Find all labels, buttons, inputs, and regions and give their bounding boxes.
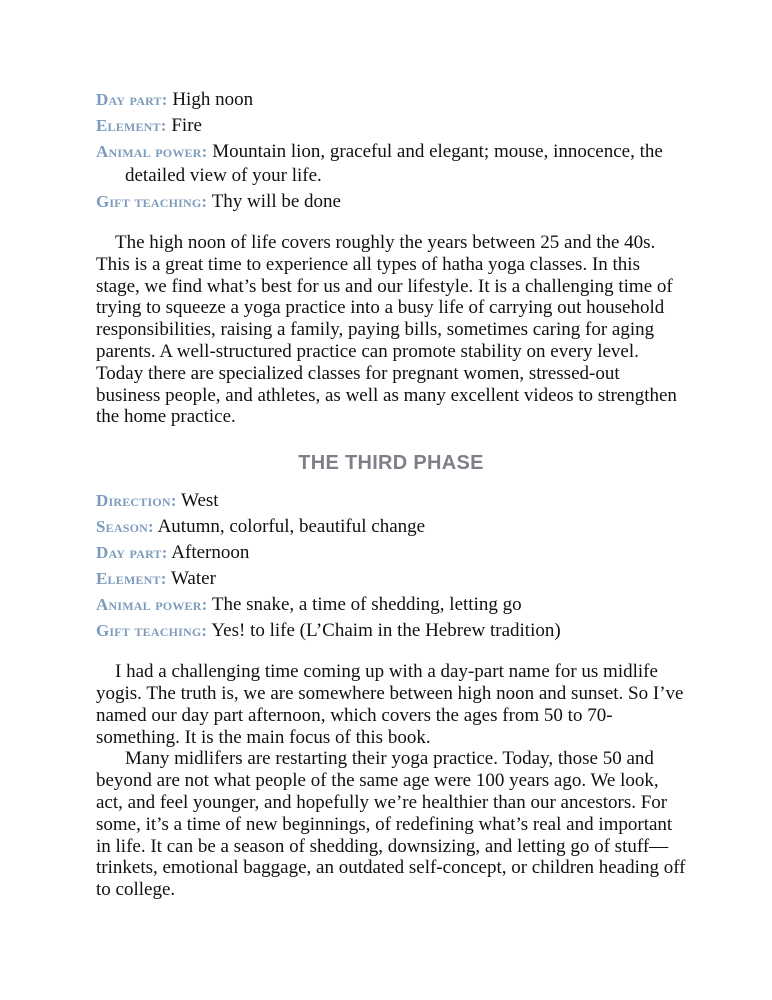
attr-season xyxy=(96,515,686,539)
body-paragraph-high-noon: The high noon of life covers roughly the years between 25 and the 40s. This is a great time to experience all types of hatha yoga classes. In this stage, we find what’s best for us and our lifestyle. It is a challenging time of trying to squeeze a yoga practice into a busy life of carrying out household responsibilities, raising a family, paying bills, sometimes caring for aging parents. A well-structured practice can promote stability on every level. Today there are specialized classes for pregnant women, stressed-out business people, and athletes, as well as many excellent videos to strengthen the home practice. xyxy=(96,232,677,428)
attribute-list-third-phase xyxy=(96,489,686,643)
attr-key: Gift teaching: xyxy=(96,621,208,641)
attr-key: Gift teaching: xyxy=(96,192,208,211)
attr-key: Day part: xyxy=(96,90,168,109)
attr-value: Autumn, colorful, beautiful change xyxy=(153,516,426,538)
attr-day-part xyxy=(96,541,686,565)
attr-direction xyxy=(96,489,686,513)
attr-animal-power xyxy=(96,593,686,617)
attr-value: Thy will be done xyxy=(207,191,341,212)
attr-gift-teaching xyxy=(96,619,686,643)
attr-gift-teaching xyxy=(96,190,686,214)
attr-value: Afternoon xyxy=(167,542,250,564)
page-body xyxy=(96,88,686,901)
attr-key: Day part: xyxy=(96,543,168,563)
attr-key: Element: xyxy=(96,116,167,135)
attr-key: Animal power: xyxy=(96,595,208,615)
attr-element xyxy=(96,567,686,591)
attr-key: Element: xyxy=(96,569,167,589)
attr-value: Fire xyxy=(166,115,202,136)
section-heading: THE THIRD PHASE xyxy=(298,452,484,475)
attr-value: Mountain lion, graceful and elegant; mouse, innocence, the detailed view of your life. xyxy=(125,141,663,186)
attr-value: West xyxy=(176,490,219,512)
attr-value: Yes! to life (L’Chaim in the Hebrew tradition) xyxy=(207,620,561,642)
attribute-list-second-phase xyxy=(96,88,686,214)
attr-value: Water xyxy=(166,568,216,590)
attr-value: High noon xyxy=(167,89,254,110)
attr-value: The snake, a time of shedding, letting go xyxy=(207,594,522,616)
attr-animal-power xyxy=(96,140,686,188)
attr-key: Season: xyxy=(96,517,154,537)
attr-key: Animal power: xyxy=(96,142,208,161)
attr-day-part xyxy=(96,88,686,112)
attr-element xyxy=(96,114,686,138)
body-paragraph-afternoon: I had a challenging time coming up with a day-part name for us midlife yogis. The truth is, we are somewhere between high noon and sunset. So I’ve named our day part afternoon, which covers the ages from 50 to 70-something. It is the main focus of this book. xyxy=(96,661,684,748)
body-paragraph-midlifers: Many midlifers are restarting their yoga practice. Today, those 50 and beyond are not what people of the same age were 100 years ago. We look, act, and feel younger, and hopefully we’re healthier than our ancestors. For some, it’s a time of new beginnings, of redefining what’s real and important in life. It can be a season of shedding, downsizing, and letting go of stuff—trinkets, emotional baggage, an outdated self-concept, or children heading off to college. xyxy=(96,748,686,901)
attr-key: Direction: xyxy=(96,491,177,511)
